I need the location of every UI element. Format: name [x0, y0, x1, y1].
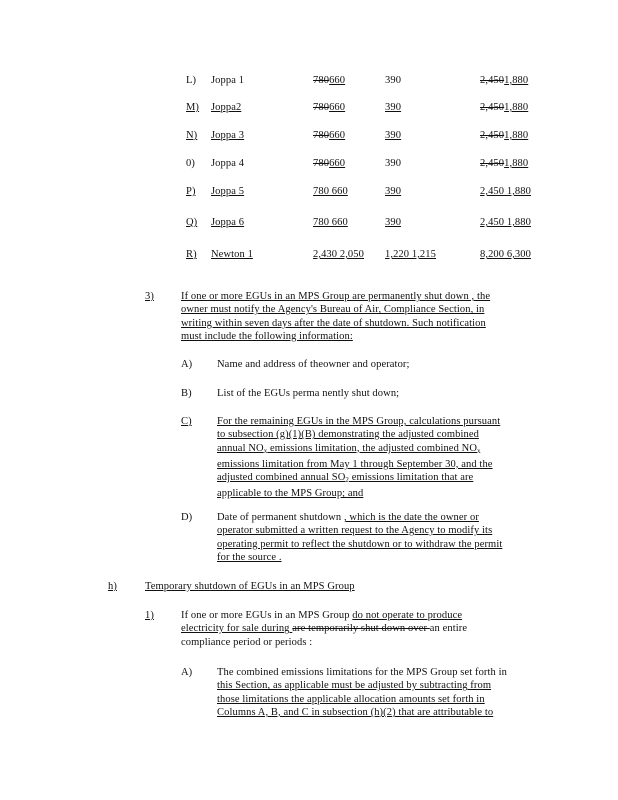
section-h1-text-part: an entire: [429, 623, 468, 635]
column-c-value: 2,450 1,880: [480, 186, 531, 197]
item-h1a-line: The combined emissions limitations for the MPS Group set forth in: [217, 667, 507, 678]
item-d-text: [217, 511, 502, 564]
item-c-line: emissions limitation from May 1 through September 30, and the: [217, 458, 493, 470]
item-d-line: for the source .: [217, 551, 282, 563]
item-c-text-part: annual NO: [217, 442, 264, 454]
section-h1-text-part: If one or more EGUs in an MPS Group: [181, 610, 353, 621]
section-h1-text: [181, 609, 467, 649]
subscript: x: [477, 446, 481, 455]
item-d-line: operating permit to reflect the shutdown or to withdraw the permit: [217, 538, 503, 550]
row-label: P): [186, 186, 196, 197]
item-c-line: to subsection (g)(1)(B) demonstrating the adjusted combined: [217, 429, 479, 441]
deleted-value: 780: [313, 158, 330, 169]
section-3-line: If one or more EGUs in an MPS Group are permanently shut down , the: [181, 291, 491, 302]
unit-name: Joppa 1: [211, 75, 245, 86]
item-c-line: [217, 442, 500, 458]
item-a-text: Name and address of theowner and operator;: [217, 359, 410, 370]
item-c-text-part: adjusted combined annual SO: [217, 472, 346, 484]
item-d-text-part: , which is the date the owner or: [343, 512, 479, 523]
inserted-value: 660: [329, 75, 346, 86]
deleted-value: 2,450: [480, 130, 505, 141]
section-3-text: [181, 290, 490, 343]
column-a-value: [313, 74, 345, 87]
item-d-line: [217, 511, 502, 524]
column-c-value: 2,450 1,880: [480, 217, 531, 228]
row-label: M): [186, 102, 200, 113]
section-h1-text-part: do not operate to produce: [352, 610, 463, 621]
inserted-value: 1,880: [504, 75, 529, 86]
item-c-line: [217, 471, 500, 487]
column-a-value: 780 660: [313, 217, 348, 228]
column-b-value: 390: [385, 75, 402, 86]
section-3-line: writing within seven days after the date of shutdown. Such notification: [181, 317, 486, 329]
section-h1-label: 1): [145, 610, 154, 621]
subscript: x: [263, 446, 268, 455]
column-a-value: 2,430 2,050: [313, 249, 364, 260]
inserted-value: 660: [329, 102, 346, 113]
item-c-label: C): [181, 416, 192, 427]
deleted-value: 2,450: [480, 75, 505, 86]
inserted-value: 660: [329, 158, 346, 169]
unit-name: Joppa 4: [211, 158, 245, 169]
column-b-value: 390: [385, 217, 402, 228]
section-3-line: must include the following information:: [181, 330, 353, 342]
inserted-value: 1,880: [504, 130, 529, 141]
row-label: Q): [186, 217, 198, 228]
item-c-line: applicable to the MPS Group; and: [217, 488, 364, 500]
deleted-value: 2,450: [480, 158, 505, 169]
unit-name: Joppa 3: [211, 130, 245, 141]
section-h1-line: [181, 609, 467, 622]
unit-name: Joppa 5: [211, 186, 245, 197]
unit-name: Newton 1: [211, 249, 253, 260]
column-c-value: [480, 101, 528, 114]
section-3-label: 3): [145, 291, 154, 302]
column-b-value: 1,220 1,215: [385, 249, 436, 260]
item-c-text: [217, 415, 500, 501]
column-b-value: 390: [385, 186, 402, 197]
row-label: R): [186, 249, 197, 260]
column-c-value: [480, 157, 528, 170]
row-label: 0): [186, 158, 195, 169]
column-a-value: [313, 157, 345, 170]
deleted-value: 780: [313, 102, 330, 113]
item-h1a-line: those limitations the applicable allocation amounts set forth in: [217, 693, 485, 705]
section-h1-text-part: electricity for sale during: [181, 623, 293, 635]
column-c-value: [480, 74, 528, 87]
inserted-value: 1,880: [504, 102, 529, 113]
column-b-value: 390: [385, 158, 402, 169]
item-b-text: List of the EGUs perma nently shut down;: [217, 388, 400, 399]
column-a-value: [313, 101, 345, 114]
row-label: N): [186, 130, 198, 141]
inserted-value: 660: [329, 130, 346, 141]
column-c-value: 8,200 6,300: [480, 249, 531, 260]
row-label: L): [186, 75, 197, 86]
column-a-value: [313, 129, 345, 142]
item-h1a-text: [217, 666, 507, 719]
column-c-value: [480, 129, 528, 142]
column-b-value: 390: [385, 130, 402, 141]
inserted-value: 1,880: [504, 158, 529, 169]
item-h1a-line: Columns A, B, and C in subsection (h)(2) that are attributable to: [217, 706, 494, 718]
section-h1-line: [181, 622, 467, 635]
item-h1a-line: this Section, as applicable must be adjusted by subtracting from: [217, 680, 492, 692]
section-h1-line: compliance period or periods :: [181, 636, 313, 648]
subscript: 2: [345, 476, 349, 485]
item-a-label: A): [181, 359, 193, 370]
column-b-value: 390: [385, 102, 402, 113]
column-a-value: 780 660: [313, 186, 348, 197]
unit-name: Joppa2: [211, 102, 242, 113]
deleted-value: 2,450: [480, 102, 505, 113]
item-b-label: B): [181, 388, 192, 399]
item-c-text-part: emissions limitation that are: [349, 472, 474, 484]
section-3-line: owner must notify the Agency's Bureau of Air, Compliance Section, in: [181, 304, 485, 316]
section-h-heading: Temporary shutdown of EGUs in an MPS Group: [145, 581, 355, 592]
item-d-line: operator submitted a written request to the Agency to modify its: [217, 525, 493, 537]
item-c-text-part: emissions limitation, the adjusted combined NO: [267, 442, 478, 454]
section-h-label: h): [108, 581, 117, 592]
item-d-text-part: Date of permanent shutdown: [217, 512, 342, 523]
item-c-line: For the remaining EGUs in the MPS Group, calculations pursuant: [217, 416, 501, 427]
unit-name: Joppa 6: [211, 217, 245, 228]
item-d-label: D): [181, 512, 193, 523]
deleted-value: 780: [313, 75, 330, 86]
deleted-value: 780: [313, 130, 330, 141]
section-h1-deleted-text: are temporarily shut down over: [292, 623, 430, 635]
item-h1a-label: A): [181, 667, 193, 678]
